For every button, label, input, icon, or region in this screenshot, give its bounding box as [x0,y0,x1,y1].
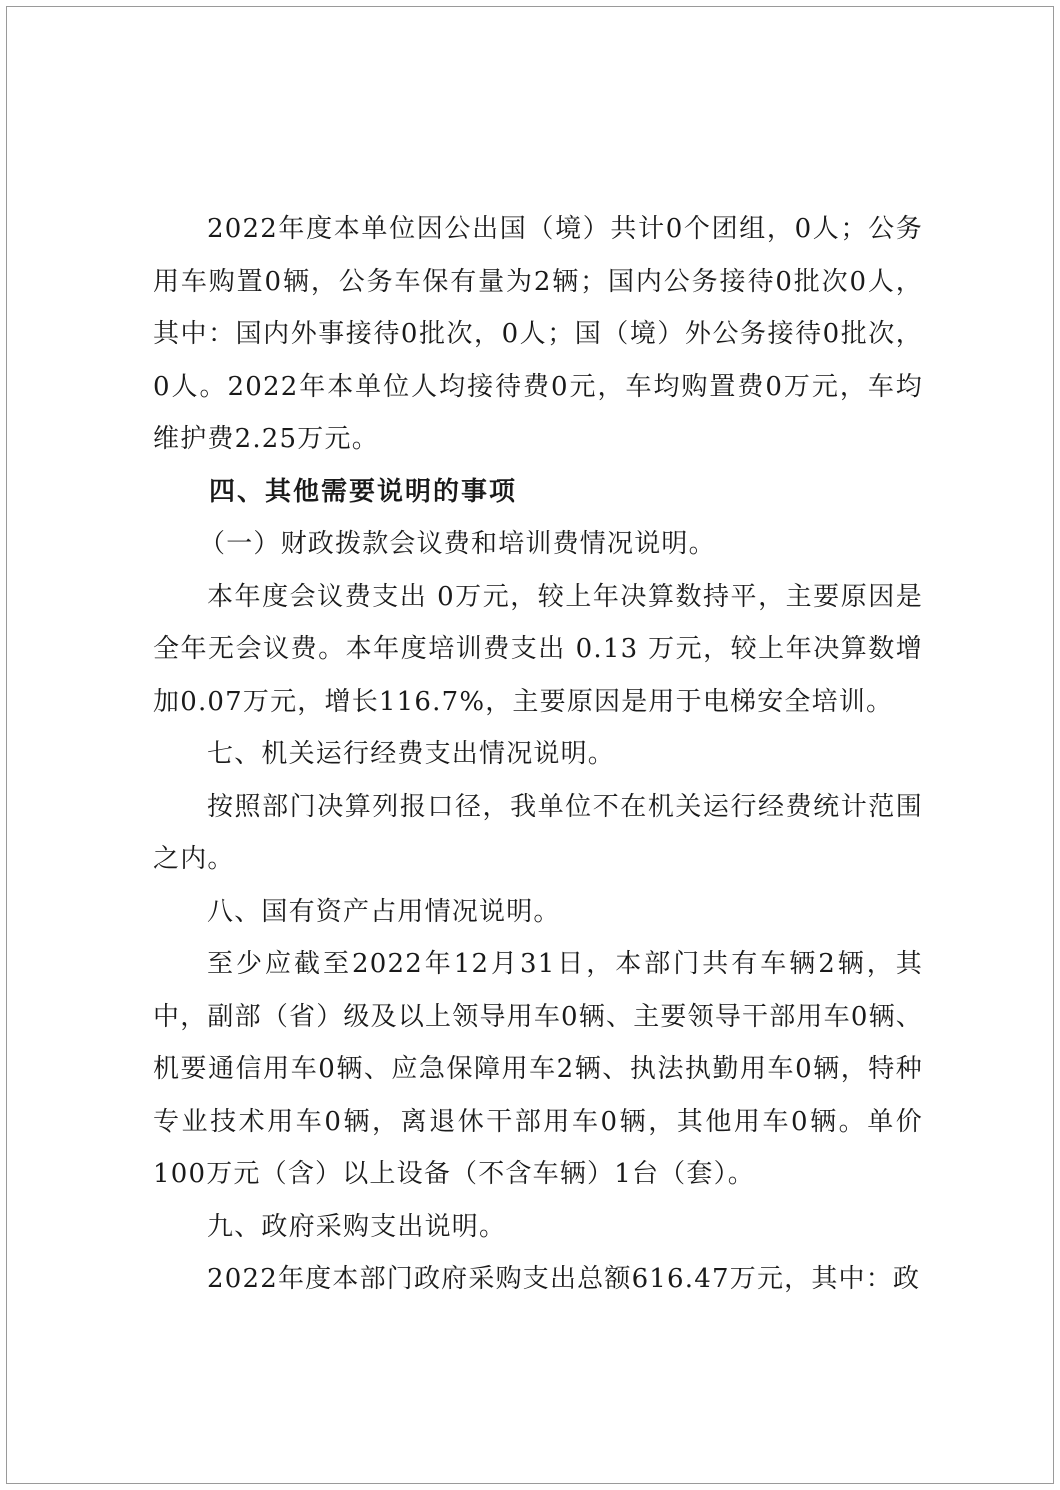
subsection-heading-meeting-training: （一）财政拨款会议费和培训费情况说明。 [199,529,716,559]
paragraph-meeting-training: 本年度会议费支出 0万元，较上年决算数持平，主要原因是全年无会议费。本年度培训费支出 0.13 万元，较上年决算数增加0.07万元，增长116.7%，主要原因是用于电梯安全培训。 [153,581,923,717]
section-heading-procurement: 九、政府采购支出说明。 [207,1211,507,1242]
paragraph-operating-expenses: 按照部门决算列报口径，我单位不在机关运行经费统计范围之内。 [153,791,923,874]
paragraph-procurement: 2022年度本部门政府采购支出总额616.47万元，其中：政 [207,1264,921,1294]
section-heading-other-matters: 四、其他需要说明的事项 [209,476,518,507]
page [6,6,1054,1484]
paragraph-state-assets: 至少应截至2022年12月31日，本部门共有车辆2辆，其中，副部（省）级及以上领导用车0辆、主要领导干部用车0辆、机要通信用车0辆、应急保障用车2辆、执法执勤用车0辆，特种专业技术用车0辆，离退休干部用车0辆，其他用车0辆。单价100万元（含）以上设备（不含车辆）1台（套）。 [153,949,923,1189]
document-body [153,203,923,1306]
paragraph-public-expenses: 2022年度本单位因公出国（境）共计0个团组，0人；公务用车购置0辆，公务车保有量为2辆；国内公务接待0批次0人，其中：国内外事接待0批次，0人；国（境）外公务接待0批次，0人。2022年本单位人均接待费0元，车均购置费0万元，车均维护费2.25万元。 [153,214,923,454]
section-heading-operating-expenses: 七、机关运行经费支出情况说明。 [207,739,616,769]
section-heading-state-assets: 八、国有资产占用情况说明。 [207,896,561,927]
